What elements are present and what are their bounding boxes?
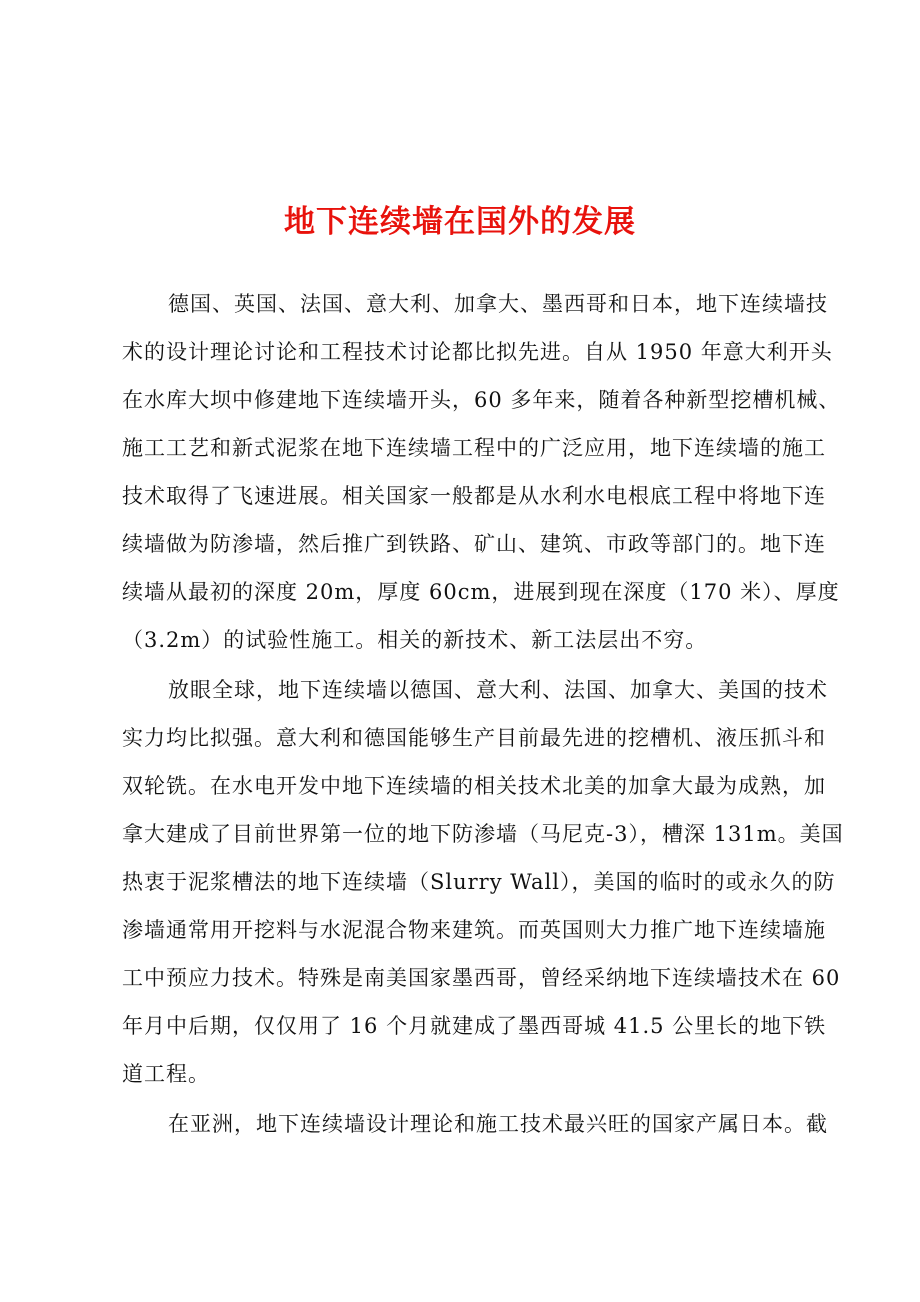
text-line: 渗墙通常用开挖料与水泥混合物来建筑。而英国则大力推广地下连续墙施: [122, 918, 826, 942]
text-line: 热衷于泥浆槽法的地下连续墙（Slurry Wall），美国的临时的或永久的防: [122, 870, 836, 894]
text-line: 续墙做为防渗墙，然后推广到铁路、矿山、建筑、市政等部门的。地下连: [122, 532, 826, 556]
text-line: 续墙从最初的深度 20m，厚度 60cm，进展到现在深度（170 米）、厚度: [122, 580, 840, 604]
paragraph-3: [122, 1100, 828, 1148]
text-line: 双轮铣。在水电开发中地下连续墙的相关技术北美的加拿大最为成熟，加: [122, 774, 826, 798]
text-line: 实力均比拟强。意大利和德国能够生产目前最先进的挖槽机、液压抓斗和: [122, 726, 826, 750]
text-line: 在亚洲，地下连续墙设计理论和施工技术最兴旺的国家产属日本。截: [168, 1112, 828, 1136]
text-line: 术的设计理论讨论和工程技术讨论都比拟先进。自从 1950 年意大利开头: [122, 340, 833, 364]
paragraph-2: [122, 666, 844, 1098]
text-line: 工中预应力技术。特殊是南美国家墨西哥，曾经采纳地下连续墙技术在 60: [122, 966, 841, 990]
text-line: 技术取得了飞速进展。相关国家一般都是从水利水电根底工程中将地下连: [122, 484, 826, 508]
text-line: 年月中后期，仅仅用了 16 个月就建成了墨西哥城 41.5 公里长的地下铁: [122, 1014, 827, 1038]
text-line: 在水库大坝中修建地下连续墙开头，60 多年来，随着各种新型挖槽机械、: [122, 388, 841, 412]
text-line: （3.2m）的试验性施工。相关的新技术、新工法层出不穷。: [122, 628, 708, 652]
text-line: 德国、英国、法国、意大利、加拿大、墨西哥和日本，地下连续墙技: [168, 292, 828, 316]
text-line: 道工程。: [122, 1062, 210, 1086]
text-line: 拿大建成了目前世界第一位的地下防渗墙（马尼克-3），槽深 131m。美国: [122, 822, 844, 846]
paragraph-1: [122, 280, 841, 664]
document-title: 地下连续墙在国外的发展: [284, 204, 636, 240]
text-line: 放眼全球，地下连续墙以德国、意大利、法国、加拿大、美国的技术: [168, 678, 828, 702]
document-body: [122, 280, 844, 1148]
text-line: 施工工艺和新式泥浆在地下连续墙工程中的广泛应用，地下连续墙的施工: [122, 436, 826, 460]
